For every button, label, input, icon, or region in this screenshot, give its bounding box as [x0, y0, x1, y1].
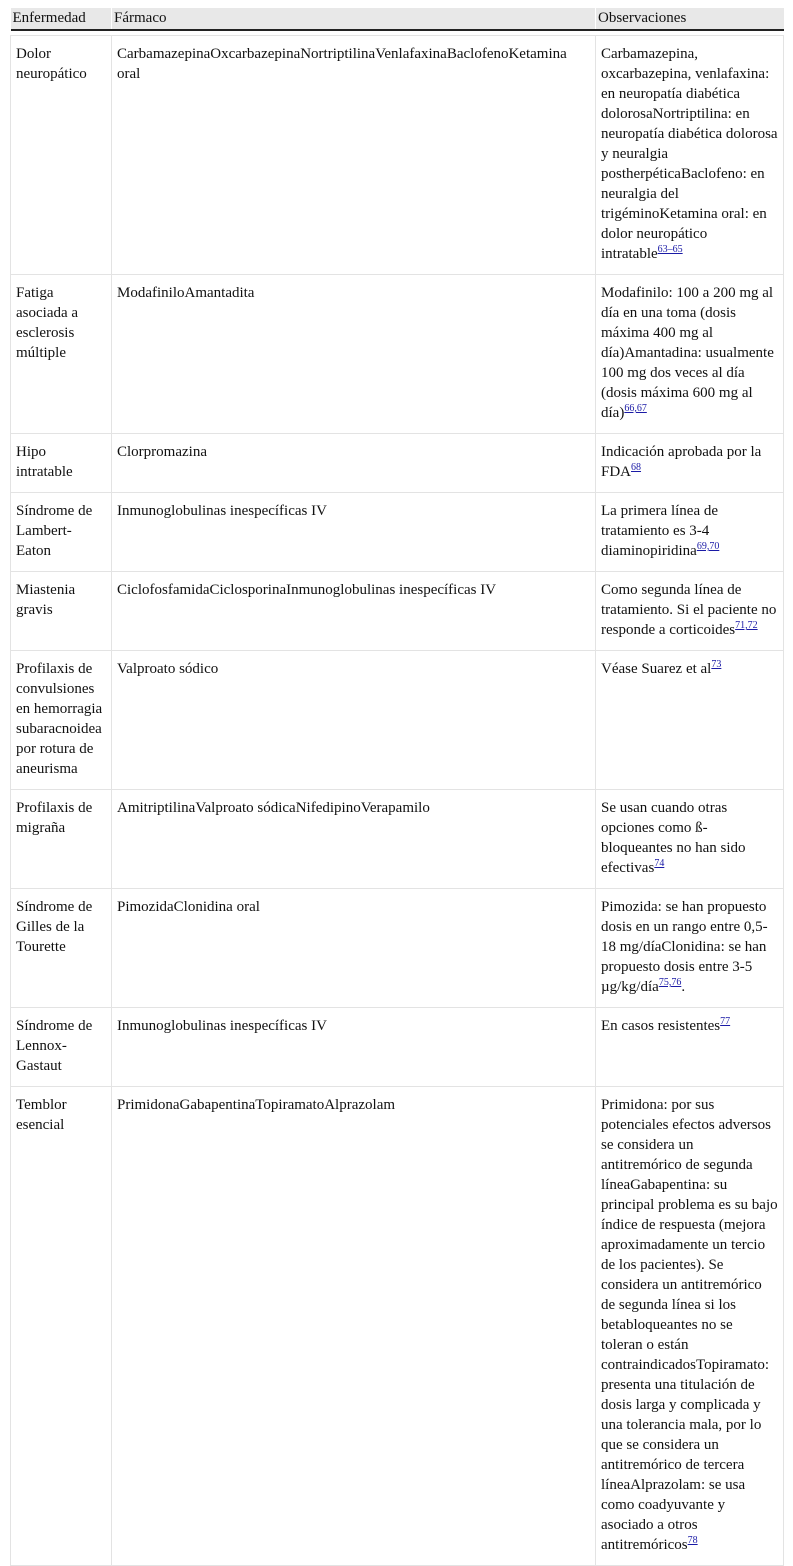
- notes-cell: [596, 790, 784, 889]
- disease-cell: Síndrome de Gilles de la Tourette: [11, 889, 112, 1008]
- drug-cell: CarbamazepinaOxcarbazepinaNortriptilinaVenlafaxinaBaclofenoKetamina oral: [112, 36, 596, 275]
- table-row: [11, 275, 784, 434]
- table-row: [11, 790, 784, 889]
- notes-cell: [596, 493, 784, 572]
- table-row: [11, 1008, 784, 1087]
- disease-cell: Dolor neuropático: [11, 36, 112, 275]
- notes-text: Indicación aprobada por la FDA: [601, 444, 762, 480]
- reference-link[interactable]: 75,76: [658, 977, 682, 988]
- disease-cell: Profilaxis de migraña: [11, 790, 112, 889]
- disease-cell: Síndrome de Lennox-Gastaut: [11, 1008, 112, 1087]
- reference-link[interactable]: 74: [654, 858, 665, 869]
- notes-text: Modafinilo: 100 a 200 mg al día en una toma (dosis máxima 400 mg al día)Amantadina: usualmente 100 mg dos veces al día (dosis máxima 600 mg al día): [601, 285, 774, 421]
- notes-text: Primidona: por sus potenciales efectos adversos se considera un antitremórico de segunda líneaGabapentina: su principal problema es su bajo índice de respuesta (mejora aproximadamente un tercio de los pacientes). Se considera un antitremórico de segunda línea si los betabloqueantes no se toleran o están contraindicadosTopiramato: presenta una titulación de dosis larga y complicada y una tolerancia mala, por lo que se considera un antitremórico de tercera líneaAlprazolam: se usa como coadyuvante y asociado a otros antitremóricos: [601, 1097, 778, 1553]
- reference-link[interactable]: 77: [720, 1016, 731, 1027]
- drug-cell: Valproato sódico: [112, 651, 596, 790]
- drug-cell: Clorpromazina: [112, 434, 596, 493]
- table-row: [11, 572, 784, 651]
- disease-cell: Síndrome de Lambert-Eaton: [11, 493, 112, 572]
- table-header-row: [11, 8, 784, 30]
- table-row: [11, 434, 784, 493]
- table-row: [11, 36, 784, 275]
- table-row: [11, 651, 784, 790]
- disease-cell: Hipo intratable: [11, 434, 112, 493]
- drug-cell: Inmunoglobulinas inespecíficas IV: [112, 493, 596, 572]
- notes-text: Véase Suarez et al: [601, 661, 712, 677]
- notes-suffix: .: [681, 979, 686, 995]
- reference-link[interactable]: 68: [631, 462, 642, 473]
- drug-cell: ModafiniloAmantadita: [112, 275, 596, 434]
- reference-link[interactable]: 78: [687, 1535, 698, 1546]
- reference-link[interactable]: 66,67: [624, 403, 647, 414]
- drug-cell: Inmunoglobulinas inespecíficas IV: [112, 1008, 596, 1087]
- notes-cell: [596, 434, 784, 493]
- notes-cell: [596, 1087, 784, 1566]
- notes-text: Como segunda línea de tratamiento. Si el paciente no responde a corticoides: [601, 582, 777, 638]
- notes-text: Carbamazepina, oxcarbazepina, venlafaxina: en neuropatía diabética dolorosaNortriptilina: en neuropatía diabética dolorosa y neuralgia postherpéticaBaclofeno: en neuralgia del trigéminoKetamina oral: en dolor neuropático intratable: [601, 46, 778, 262]
- table-row: [11, 1087, 784, 1566]
- header-disease: Enfermedad: [11, 8, 112, 30]
- notes-text: Se usan cuando otras opciones como ß-bloqueantes no han sido efectivas: [601, 800, 746, 876]
- disease-cell: Miastenia gravis: [11, 572, 112, 651]
- notes-cell: [596, 572, 784, 651]
- reference-link[interactable]: 63–65: [657, 244, 683, 255]
- notes-cell: [596, 36, 784, 275]
- drug-cell: AmitriptilinaValproato sódicaNifedipinoVerapamilo: [112, 790, 596, 889]
- table-row: [11, 493, 784, 572]
- reference-link[interactable]: 69,70: [696, 541, 720, 552]
- disease-cell: Temblor esencial: [11, 1087, 112, 1566]
- table-row: [11, 889, 784, 1008]
- notes-text: La primera línea de tratamiento es 3-4 diaminopiridina: [601, 503, 719, 559]
- disease-cell: Fatiga asociada a esclerosis múltiple: [11, 275, 112, 434]
- drug-cell: CiclofosfamidaCiclosporinaInmunoglobulinas inespecíficas IV: [112, 572, 596, 651]
- disease-cell: Profilaxis de convulsiones en hemorragia subaracnoidea por rotura de aneurisma: [11, 651, 112, 790]
- notes-text: En casos resistentes: [601, 1018, 721, 1034]
- table-container: [10, 8, 783, 1566]
- reference-link[interactable]: 71,72: [735, 620, 758, 631]
- notes-cell: [596, 651, 784, 790]
- reference-link[interactable]: 73: [711, 659, 722, 670]
- drug-cell: PrimidonaGabapentinaTopiramatoAlprazolam: [112, 1087, 596, 1566]
- notes-text: Pimozida: se han propuesto dosis en un rango entre 0,5-18 mg/díaClonidina: se han propuesto dosis entre 3-5 µg/kg/día: [601, 899, 768, 995]
- drug-cell: PimozidaClonidina oral: [112, 889, 596, 1008]
- off-label-drugs-table: [10, 8, 784, 1566]
- notes-cell: [596, 1008, 784, 1087]
- header-notes: Observaciones: [596, 8, 784, 30]
- notes-cell: [596, 275, 784, 434]
- header-drug: Fármaco: [112, 8, 596, 30]
- notes-cell: [596, 889, 784, 1008]
